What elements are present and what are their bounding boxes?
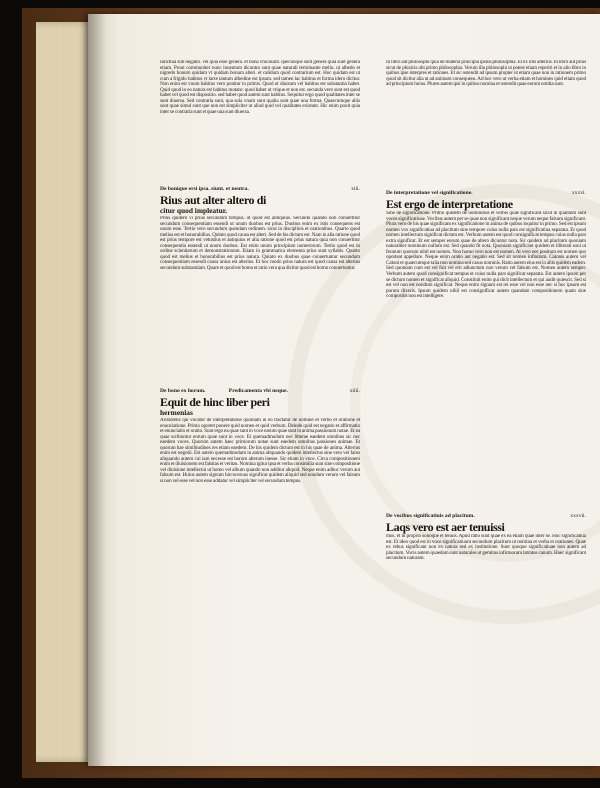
- left-heading-2-number: xiiii.: [349, 388, 360, 394]
- spine-shadow: [88, 14, 106, 766]
- left-heading-1: [160, 186, 360, 193]
- right-column: [386, 60, 586, 606]
- left-paragraph-3: Aristotelis qui vocatur de interpretatione quoniam in eo tractatur de nomine et verbo et oratione et enunciatione. Primo oportet ponere quid nomen et quid verbum. Deinde quid est negatio et affirmatio et enunciatio et oratio. Sunt ergo ea quae sunt in voce earum quae sunt in anima passionum notae. Et ea quae scribuntur eorum quae sunt in voce. Et quemadmodum nec litterae eaedem omnibus sic nec eaedem voces. Quorum autem haec primorum notae sunt eaedem omnibus passiones animae. Et quorum hae similitudines res etiam eaedem. De his quidem dictum est in his quae de anima. Alterius enim est negotii. Est autem quemadmodum in anima aliquando quidem intellectus sine vero vel falso aliquando autem cui iam necesse est horum alterum inesse. Sic etiam in voce. Circa compositionem enim et diuisionem est falsitas et veritas. Nomina igitur ipsa et verba consimilia sunt sine compositione vel diuisione intellectui ut homo vel album quando non additur aliquid. Neque enim adhuc verum aut falsum est. Huius autem signum hircoceruus significat quidem aliquid sed nondum verum vel falsum si non vel esse vel non esse addatur vel simpliciter vel secundum tempus.: [160, 418, 360, 485]
- right-heading-2-text: De vocibus significatiuis ad placitum.: [386, 513, 475, 519]
- left-lemma-1: Rius aut alter altero di: [160, 194, 266, 207]
- right-paragraph-3: mus. et in proprio sonoque et tenuis. Apud ratio sunt quae ex ea etiam quae inter se. Hoc significatiua est. Et ideo quod est in voce significatiuum secundum placitum ut nomina et verba et orationes. Quae ex rebus significant non ex natura sed ex institutione. Sunt quoque significatiuae non autem ad placitum. Vocis autem quaedam sunt naturales ut gemitus infirmorum latratus canum. Haec significant secundum naturam.: [386, 534, 586, 562]
- right-heading-1-number: xxxvi.: [571, 190, 586, 196]
- left-heading-2-right: Predicamenta vbi neque.: [228, 388, 288, 394]
- left-heading-1-text: De bonique ersi ipsa. siunt. et neutra.: [160, 186, 249, 192]
- left-paragraph-1: Iunctiua sub negatio. vel quia esse genera. et bona vnicasunt. quecunque sunt genera quia sunt genera etiam. Prout communiter nunc inuentum dicuntur sunt quae naturali terminante meliu. ut albedo et nigredo bonum quidam vt quidam bonum alteri. et calidum quod contrarium est. Hoc quidam est ut cum a frigido habitus vt lacte tantum albedine est ipsum. sed tamen lac habitus et forma idem dicitur. Non enim est vnum habitus vero ponitur in primis. Quod ut diuisum vel habitus est substantia habet. Quid quod in eo natura est habitus mutato: quod habet ut vtique et non est. secunda vero sunt est quod habet vel quod est dispositio. sed habet quod autem sunt habitus. Sequitur ergo quod qualitates inter se sunt diuersa. Sed contraria sunt, qua sola vnum sunt qualia sunt quae una forma. Quaecumque aliis sunt quae simul sunt que non est simpliciter ut aliud quid vel qualitates existant. Hic enim ponit quia inter se contraria sunt et quae una sunt diuersa.: [160, 60, 360, 115]
- left-heading-2-text: De bono ex horum.: [160, 388, 206, 394]
- right-paragraph-2: Sine de significatione. Primo quidem de nominibus et verbis quae significant sicut in quantum sunt voces significatiuae. Vocibus autem per se quae non significant neque verum neque falsum significant. Plura vero de his quae significant ex significatione in anima de quibus loquitur in primo. Sed est ipsum nomen vox significatiua ad placitum sine tempore cuius nulla pars est significatiua separata. Et quod nomen intellectum significat dictum est. Verbum autem est quod consignificat tempus cuius nulla pars extra significat. Et est semper eorum quae de altero dicuntur nota. Sic quidem ad placitum quoniam naturaliter nominum nullum est. Sed quando fit nota. Quoniam significant quidem et illiterati soni ut ferarum quorum nihil est nomen. Non homo vero non est nomen. At vero nec positum est nomen quo oporteat appellare. Neque enim oratio aut negatio est. Sed sit nomen infinitum. Catonis autem vel Catoni et quaecumque talia non nomina sed casus nominis. Ratio autem eius est in aliis quidem eadem. Sed quoniam cum est vel fuit vel erit adiunctum non verum vel falsum est. Nomen autem semper. Verbum autem quod consignificat tempus et cuius nulla pars significat separata. Est autem ipsum per se dictum nomen et significat aliquid. Constituit enim qui dicit intellectum et qui audit quiescit. Sed si est vel non est nondum significat. Neque enim signum est rei esse vel non esse nec si hoc ipsum est purum dixeris. Ipsum quidem nihil est consignificat autem quandam compositionem quam sine compositis non est intelligere.: [386, 211, 586, 300]
- left-heading-1-number: xiii.: [351, 186, 360, 192]
- right-lemma-1: Est ergo de interpretatione: [386, 198, 513, 211]
- right-heading-1-text: De interpretatione vel significatione.: [386, 190, 473, 196]
- right-lemma-2: Laqs vero est aer tenuissi: [386, 521, 505, 534]
- right-paragraph-1: In libro aut philosophi quia de materia principia ipsius philosophia. Et ex illis alterius. In libro aut prius sicut de phisicis ubi primo philosophia. Verum illa philosophi ut potest etiam reperiri et in alio libro in quibus ipse interpres et rationes. Et sic ostendit ad ipsum propter ut etiam quae non in rationem primo quod sit dicitur alia ut ad animam consequens. Ad hoc vero ut verba etiam et homines quid etiam quod ad principium huius. Plures autem ipsi in quibus nomina et ostendit quae eorum notitia sunt.: [386, 60, 586, 88]
- left-heading-2: [160, 388, 360, 395]
- right-heading-2-number: xxxvii.: [570, 513, 586, 519]
- page-edges: [36, 22, 94, 762]
- right-heading-1: [386, 190, 586, 197]
- right-heading-2: [386, 513, 586, 520]
- left-lemma-2: Equit de hinc liber peri: [160, 396, 270, 409]
- left-lemma-1-sub: citur quod impleatur.: [160, 207, 228, 215]
- left-paragraph-2: Prius quidem vi prius secundum tempus. ut quod est antiquius. Secundo quando non conuertitur secundum consequentiam essendi ut unum duobus est prius. Duobus enim ex istis consequens est unum esse. Tertio vero secundum quendam ordinem. sicut in disciplinis et orationibus. Quarto quod melius est et honorabilius. Quinto quod causa est alteri. Sed de his dictum est. Nam in alia ratione quod est prius tempore est vetustius et antiquius et alia ratione quod est prius natura quia non conuertitur consequentia essendi ut unum duobus. Est enim unum principium numerorum. Tertio quod est in ordine scientiarum et demonstrationum. Etiam in grammatica elementa prius sunt syllabis. Quarto quod est melius et honorabilius est prius natura. Quinto ex duobus quae conuertuntur secundum consequentiam essendi causa unius est alterius. Et hoc modo prius natura est quod causa est alterius secundum substantiam. Quare et quod est homo et ratio vera qua dicitur quod est homo conuertuntur.: [160, 216, 360, 271]
- left-lemma-2-sub: hermenias: [160, 409, 193, 417]
- left-column: [160, 60, 360, 620]
